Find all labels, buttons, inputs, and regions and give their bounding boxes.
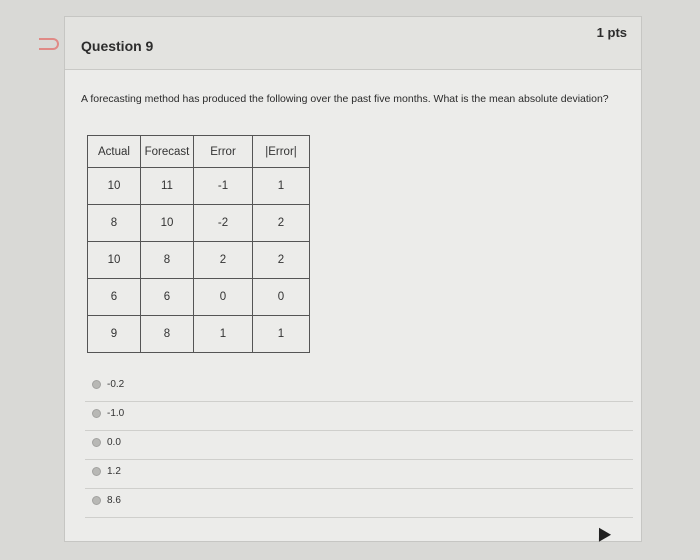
question-points: 1 pts [596,25,627,40]
answer-option[interactable] [85,489,633,518]
radio-button[interactable] [92,409,101,418]
radio-button[interactable] [92,438,101,447]
table-row [88,316,310,353]
table-row [88,205,310,242]
answer-label[interactable]: 1.2 [107,466,121,477]
table-cell: 11 [141,168,194,205]
table-row [88,279,310,316]
column-header-error: Error [194,136,253,168]
data-table [87,135,310,353]
answer-label[interactable]: 8.6 [107,495,121,506]
answer-option[interactable] [85,431,633,460]
table-row [88,242,310,279]
table-cell: -2 [194,205,253,242]
bookmark-icon[interactable] [43,38,59,50]
column-header-actual: Actual [88,136,141,168]
table-cell: 0 [194,279,253,316]
table-cell: 9 [88,316,141,353]
table-cell: 2 [253,242,310,279]
column-header-abs-error: |Error| [253,136,310,168]
table-cell: 2 [194,242,253,279]
table-row [88,168,310,205]
table-cell: 0 [253,279,310,316]
table-cell: 8 [141,316,194,353]
table-cell: 10 [88,168,141,205]
table-cell: 10 [141,205,194,242]
radio-button[interactable] [92,496,101,505]
table-cell: 1 [253,316,310,353]
table-cell: 10 [88,242,141,279]
table-cell: 1 [194,316,253,353]
question-header [65,17,641,70]
answer-label[interactable]: -0.2 [107,379,125,390]
table-header-row [88,136,310,168]
answer-option[interactable] [85,373,633,402]
table-cell: 2 [253,205,310,242]
radio-button[interactable] [92,380,101,389]
answer-label[interactable]: -1.0 [107,408,125,419]
table-cell: 8 [88,205,141,242]
column-header-forecast: Forecast [141,136,194,168]
question-card [64,16,642,542]
table-cell: 8 [141,242,194,279]
answer-option[interactable] [85,460,633,489]
table-cell: 6 [141,279,194,316]
table-cell: 1 [253,168,310,205]
answer-option[interactable] [85,402,633,431]
radio-button[interactable] [92,467,101,476]
question-prompt: A forecasting method has produced the following over the past five months. What is the mean absolute deviation? [81,93,609,105]
table-cell: 6 [88,279,141,316]
question-title: Question 9 [81,38,154,54]
table-cell: -1 [194,168,253,205]
answer-label[interactable]: 0.0 [107,437,121,448]
